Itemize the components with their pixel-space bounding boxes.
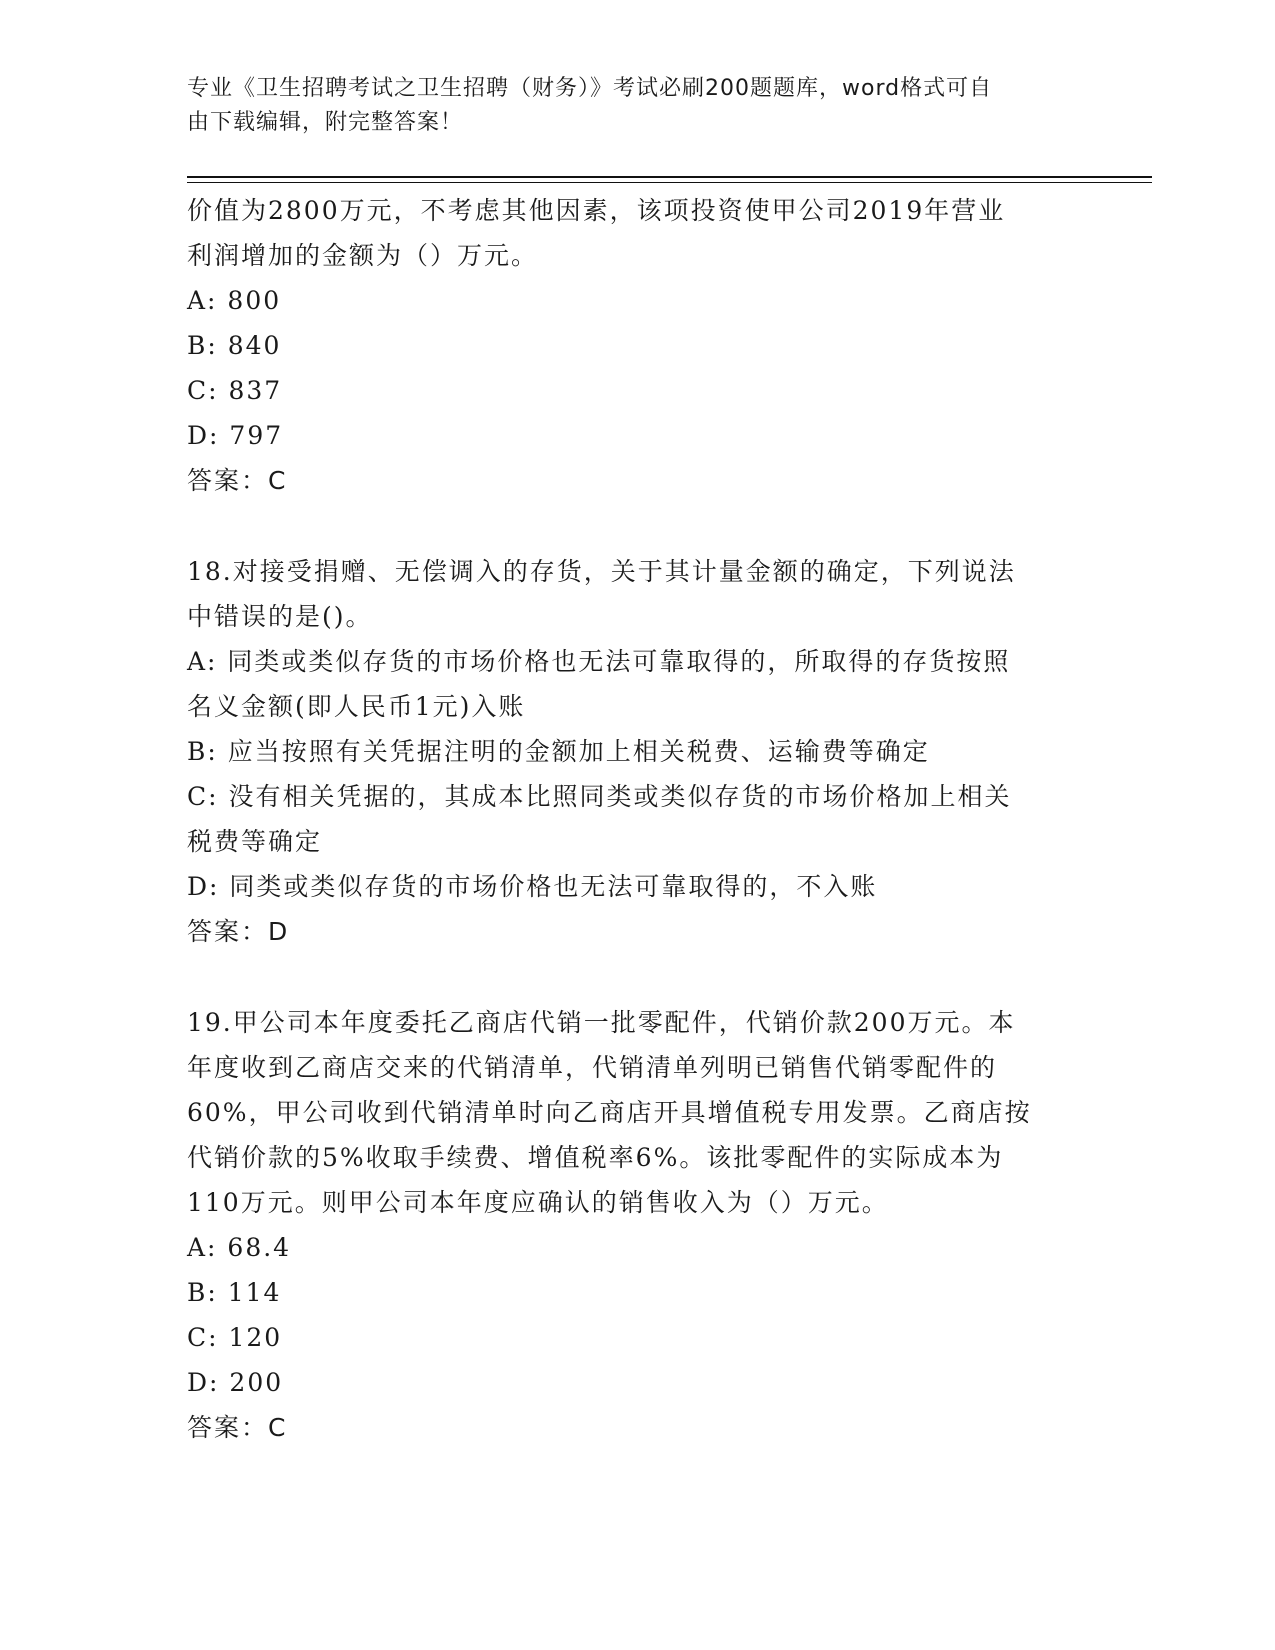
document-header — [187, 72, 1067, 140]
question-stem-line: 60%，甲公司收到代销清单时向乙商店开具增值税专用发票。乙商店按 — [187, 1098, 1032, 1127]
question-spacer — [187, 503, 1087, 549]
option-d: D: 797 — [187, 421, 284, 450]
question-stem-line: 代销价款的5%收取手续费、增值税率6%。该批零配件的实际成本为 — [187, 1143, 1004, 1172]
option-d: D: 200 — [187, 1368, 284, 1397]
header-line-1: 专业《卫生招聘考试之卫生招聘（财务）》考试必刷200题题库，word格式可自 — [187, 76, 993, 101]
option-c: C: 没有相关凭据的，其成本比照同类或类似存货的市场价格加上相关 — [187, 782, 1012, 811]
header-divider-thin — [187, 182, 1152, 183]
question-stem-line: 110万元。则甲公司本年度应确认的销售收入为（）万元。 — [187, 1188, 889, 1217]
option-b: B: 114 — [187, 1278, 282, 1307]
option-c-continued: 税费等确定 — [187, 827, 323, 856]
question-spacer — [187, 954, 1087, 1000]
header-line-2: 由下载编辑，附完整答案！ — [187, 110, 464, 135]
option-a-continued: 名义金额(即人民币1元)入账 — [187, 692, 526, 721]
question-content — [187, 188, 1087, 1450]
option-c: C: 120 — [187, 1323, 283, 1352]
answer-line: 答案：C — [187, 1413, 288, 1442]
header-divider — [187, 176, 1152, 178]
question-17 — [187, 188, 1087, 503]
question-stem-line: 18.对接受捐赠、无偿调入的存货，关于其计量金额的确定，下列说法 — [187, 557, 1016, 586]
option-a: A: 68.4 — [187, 1233, 292, 1262]
question-stem-line: 利润增加的金额为（）万元。 — [187, 241, 539, 270]
question-stem-line: 中错误的是()。 — [187, 602, 373, 631]
option-b: B: 应当按照有关凭据注明的金额加上相关税费、运输费等确定 — [187, 737, 930, 766]
answer-line: 答案：D — [187, 917, 290, 946]
question-19 — [187, 1000, 1087, 1450]
question-18 — [187, 549, 1087, 954]
option-d: D: 同类或类似存货的市场价格也无法可靠取得的，不入账 — [187, 872, 878, 901]
option-c: C: 837 — [187, 376, 283, 405]
option-a: A: 800 — [187, 286, 282, 315]
question-stem-line: 价值为2800万元，不考虑其他因素，该项投资使甲公司2019年营业 — [187, 196, 1006, 225]
answer-line: 答案：C — [187, 466, 288, 495]
option-a: A: 同类或类似存货的市场价格也无法可靠取得的，所取得的存货按照 — [187, 647, 1011, 676]
option-b: B: 840 — [187, 331, 282, 360]
question-stem-line: 19.甲公司本年度委托乙商店代销一批零配件，代销价款200万元。本 — [187, 1008, 1016, 1037]
question-stem-line: 年度收到乙商店交来的代销清单，代销清单列明已销售代销零配件的 — [187, 1053, 998, 1082]
